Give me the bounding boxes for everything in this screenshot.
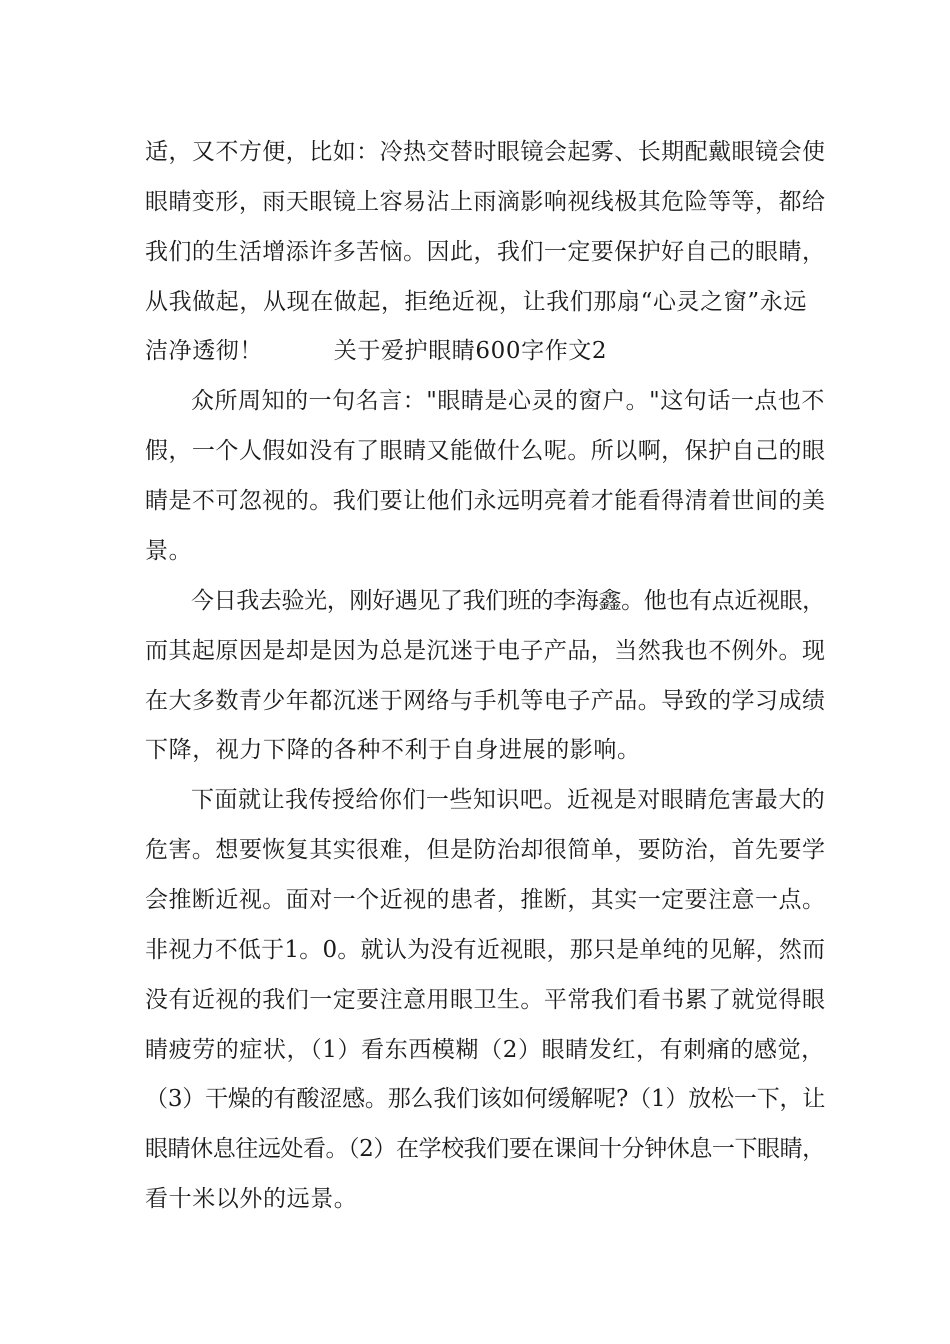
text-line: 而其起原因是却是因为总是沉迷于电子产品，当然我也不例外。现 <box>145 638 826 664</box>
text-line: 眼睛休息往远处看。（2）在学校我们要在课间十分钟休息一下眼睛， <box>145 1136 825 1162</box>
text-line: 洁净透彻！ 关于爱护眼睛600字作文2 <box>145 338 608 364</box>
text-line: 假，一个人假如没有了眼睛又能做什么呢。所以啊，保护自己的眼 <box>145 438 826 464</box>
text-line: 景。 <box>145 538 193 564</box>
text-line: 适，又不方便，比如：冷热交替时眼镜会起雾、长期配戴眼镜会使 <box>145 139 826 165</box>
text-line: 睛是不可忽视的。我们要让他们永远明亮着才能看得清着世间的美 <box>145 488 826 514</box>
paragraph-first-line: 众所周知的一句名言："眼睛是心灵的窗户。"这句话一点也不 <box>191 388 825 414</box>
text-line: 危害。想要恢复其实很难，但是防治却很简单，要防治，首先要学 <box>145 837 826 863</box>
text-line: 眼睛变形，雨天眼镜上容易沾上雨滴影响视线极其危险等等，都给 <box>145 189 826 215</box>
paragraph-first-line: 下面就让我传授给你们一些知识吧。近视是对眼睛危害最大的 <box>191 787 826 813</box>
paragraph-first-line: 今日我去验光，刚好遇见了我们班的李海鑫。他也有点近视眼， <box>191 588 825 614</box>
text-line: 睛疲劳的症状，（1）看东西模糊（2）眼睛发红，有刺痛的感觉， <box>145 1037 825 1063</box>
text-line: 我们的生活增添许多苦恼。因此，我们一定要保护好自己的眼睛， <box>145 239 826 265</box>
text-line: 下降，视力下降的各种不利于自身进展的影响。 <box>145 737 641 763</box>
text-line: 从我做起，从现在做起，拒绝近视，让我们那扇“心灵之窗”永远 <box>145 289 807 315</box>
text-line: 非视力不低于1。0。就认为没有近视眼，那只是单纯的见解，然而 <box>145 937 826 963</box>
text-line: （3）干燥的有酸涩感。那么我们该如何缓解呢?（1）放松一下，让 <box>145 1086 826 1112</box>
text-line: 没有近视的我们一定要注意用眼卫生。平常我们看书累了就觉得眼 <box>145 987 826 1013</box>
text-line: 在大多数青少年都沉迷于网络与手机等电子产品。导致的学习成绩 <box>145 688 826 714</box>
text-line: 会推断近视。面对一个近视的患者，推断，其实一定要注意一点。 <box>145 887 826 913</box>
text-line: 看十米以外的远景。 <box>145 1186 358 1212</box>
